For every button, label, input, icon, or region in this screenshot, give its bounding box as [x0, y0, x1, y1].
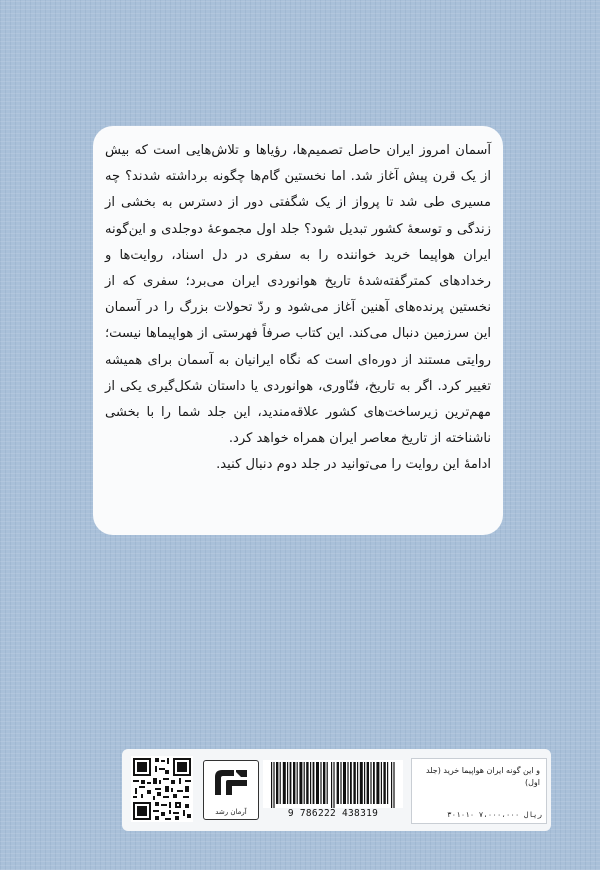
price-label — [411, 758, 547, 824]
price-value: ۳۰۱۰۱۰ ۷،۰۰۰،۰۰۰ ریال — [447, 810, 542, 819]
description-paragraph: آسمان امروز ایران حاصل تصمیم‌ها، رؤیاها و تلاش‌هایی است که بیش از یک قرن پیش آغاز شد. اما نخستین گام‌ها چگونه برداشته شدند؟ چه مسیری طی شد تا پرواز از یک شگفتی دور از دسترس به بخشی از زندگی و توسعهٔ کشور تبدیل شود؟ جلد اول مجموعهٔ دوجلدی و این‌گونه ایران هواپیما خرید خواننده را به سفری در دل اسناد، روایت‌ها و رخدادهای کمترگفته‌شدهٔ تاریخ هوانوردی ایران می‌برد؛ سفری که از نخستین پرنده‌های آهنین آغاز می‌شود و ردّ تحولات بزرگ را در آسمان این سرزمین دنبال می‌کند. این کتاب صرفاً فهرستی از هواپیماها نیست؛ روایتی مستند از دوره‌ای است که نگاه ایرانیان به آسمان برای همیشه تغییر کرد. اگر به تاریخ، فنّاوری، هوانوردی یا داستان شکل‌گیری یکی از مهم‌ترین زیرساخت‌های کشور علاقه‌مندید، این جلد شما را با بخشی ناشناخته از تاریخ معاصر ایران همراه خواهد کرد. — [105, 143, 491, 447]
isbn-number: 9 786222 438319 — [287, 808, 379, 819]
description-paragraph-continuation: ادامهٔ این روایت را می‌توانید در جلد دوم دنبال کنید. — [216, 457, 491, 473]
qr-code — [131, 756, 193, 822]
publisher-emblem-icon — [212, 767, 250, 799]
isbn-barcode — [263, 760, 403, 808]
description-card — [93, 126, 503, 535]
publisher-logo — [203, 760, 259, 820]
publisher-name: آرمان رشد — [215, 808, 247, 816]
price-label-title: و این گونه ایران هواپیما خرید (جلد اول) — [425, 766, 540, 787]
